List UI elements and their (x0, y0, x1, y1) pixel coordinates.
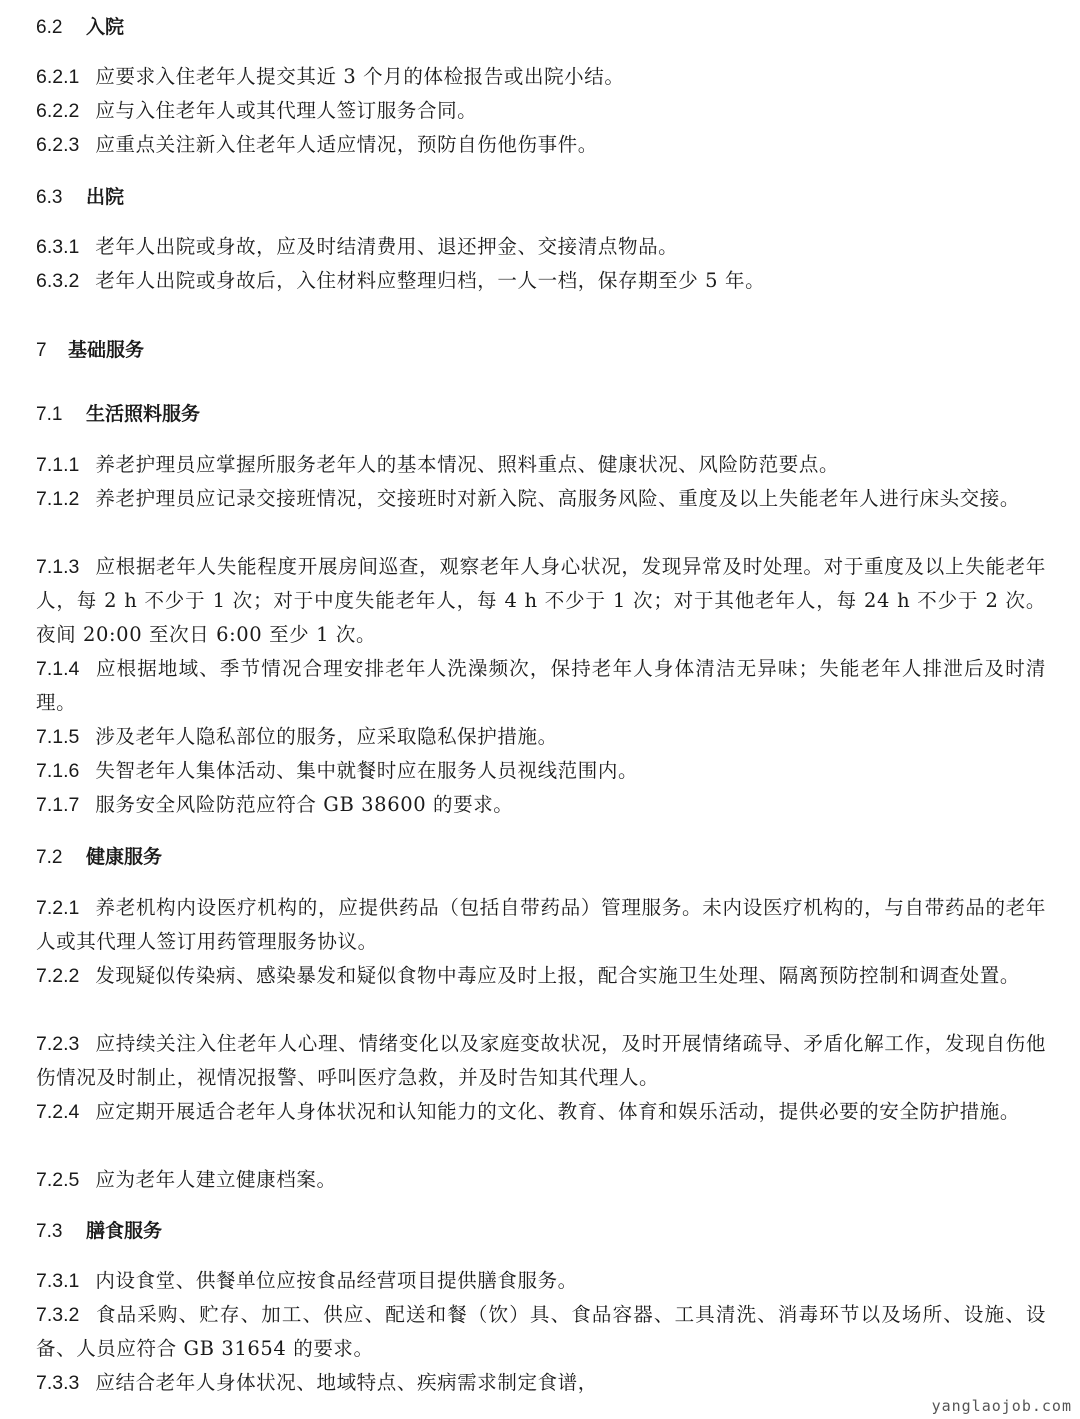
clause-number: 6.2.3 (36, 134, 80, 156)
clause-text: 应要求入住老年人提交其近 3 个月的体检报告或出院小结。 (95, 65, 625, 88)
clause-6-3-2 (36, 264, 1046, 298)
clause-7-2-4 (36, 1095, 1046, 1129)
clause-text: 应为老年人建立健康档案。 (95, 1168, 337, 1191)
clause-text: 老年人出院或身故后，入住材料应整理归档，一人一档，保存期至少 5 年。 (95, 269, 766, 292)
section-number: 7.3 (36, 1221, 63, 1242)
clause-7-1-1 (36, 448, 1046, 482)
clause-text: 涉及老年人隐私部位的服务，应采取隐私保护措施。 (95, 725, 558, 748)
clause-6-2-3 (36, 128, 1046, 162)
clause-7-1-4 (36, 652, 1046, 720)
clause-7-2-2 (36, 959, 1046, 993)
section-title: 出院 (86, 186, 125, 208)
clause-text: 失智老年人集体活动、集中就餐时应在服务人员视线范围内。 (95, 759, 639, 782)
clause-number: 6.3.1 (36, 236, 80, 258)
section-heading-6-3 (36, 184, 124, 211)
clause-6-2-1 (36, 60, 1046, 94)
clause-text: 养老护理员应掌握所服务老年人的基本情况、照料重点、健康状况、风险防范要点。 (95, 453, 840, 476)
clause-text: 应根据老年人失能程度开展房间巡查，观察老年人身心状况，发现异常及时处理。对于重度及以上失能老年人，每 2 h 不少于 1 次；对于中度失能老年人，每 4 h 不少于 1 次；对于其他老年人，每 24 h 不少于 2 次。夜间 20:00 至次日 6:00 至少 1 次。 (36, 555, 1046, 646)
clause-number: 7.1.4 (36, 658, 80, 680)
clause-7-1-7 (36, 788, 1046, 822)
section-title: 入院 (86, 16, 125, 38)
section-number: 6.3 (36, 187, 63, 208)
clause-text: 应持续关注入住老年人心理、情绪变化以及家庭变故状况，及时开展情绪疏导、矛盾化解工作，发现自伤他伤情况及时制止，视情况报警、呼叫医疗急救，并及时告知其代理人。 (36, 1032, 1046, 1089)
section-heading-7 (36, 337, 144, 364)
clause-text: 内设食堂、供餐单位应按食品经营项目提供膳食服务。 (95, 1269, 578, 1292)
section-title: 膳食服务 (86, 1220, 163, 1242)
clause-number: 7.3.3 (36, 1372, 80, 1394)
clause-text: 应结合老年人身体状况、地域特点、疾病需求制定食谱， (95, 1371, 598, 1394)
clause-number: 7.1.1 (36, 454, 80, 476)
section-number: 6.2 (36, 17, 63, 38)
clause-7-3-1 (36, 1264, 1046, 1298)
clause-number: 7.2.1 (36, 897, 80, 919)
clause-text: 应与入住老年人或其代理人签订服务合同。 (95, 99, 478, 122)
clause-6-2-2 (36, 94, 1046, 128)
clause-7-3-2 (36, 1298, 1046, 1366)
clause-number: 7.2.5 (36, 1169, 80, 1191)
clause-text: 食品采购、贮存、加工、供应、配送和餐（饮）具、食品容器、工具清洗、消毒环节以及场所、设施、设备、人员应符合 GB 31654 的要求。 (36, 1303, 1046, 1360)
section-title: 生活照料服务 (86, 403, 201, 425)
clause-text: 老年人出院或身故，应及时结清费用、退还押金、交接清点物品。 (95, 235, 679, 258)
clause-7-2-1 (36, 891, 1046, 959)
clause-text: 应定期开展适合老年人身体状况和认知能力的文化、教育、体育和娱乐活动，提供必要的安全防护措施。 (95, 1100, 1020, 1123)
clause-7-1-6 (36, 754, 1046, 788)
clause-number: 7.1.5 (36, 726, 80, 748)
section-title: 健康服务 (86, 846, 163, 868)
clause-7-1-5 (36, 720, 1046, 754)
clause-number: 7.2.3 (36, 1033, 80, 1055)
section-heading-6-2 (36, 14, 124, 41)
clause-number: 7.1.2 (36, 488, 80, 510)
clause-number: 7.3.1 (36, 1270, 80, 1292)
clause-text: 服务安全风险防范应符合 GB 38600 的要求。 (95, 793, 514, 816)
clause-text: 应重点关注新入住老年人适应情况，预防自伤他伤事件。 (95, 133, 598, 156)
clause-number: 7.1.3 (36, 556, 80, 578)
section-heading-7-1 (36, 401, 200, 428)
clause-number: 7.2.4 (36, 1101, 80, 1123)
section-number: 7 (36, 340, 47, 361)
clause-number: 7.2.2 (36, 965, 80, 987)
clause-number: 6.2.2 (36, 100, 80, 122)
clause-6-3-1 (36, 230, 1046, 264)
clause-number: 6.3.2 (36, 270, 80, 292)
section-number: 7.1 (36, 404, 63, 425)
section-title: 基础服务 (68, 339, 145, 361)
section-heading-7-2 (36, 844, 162, 871)
clause-text: 养老机构内设医疗机构的，应提供药品（包括自带药品）管理服务。未内设医疗机构的，与自带药品的老年人或其代理人签订用药管理服务协议。 (36, 896, 1046, 953)
section-heading-7-3 (36, 1218, 162, 1245)
clause-number: 7.1.6 (36, 760, 80, 782)
clause-text: 应根据地域、季节情况合理安排老年人洗澡频次，保持老年人身体清洁无异味；失能老年人排泄后及时清理。 (36, 657, 1046, 714)
clause-text: 发现疑似传染病、感染暴发和疑似食物中毒应及时上报，配合实施卫生处理、隔离预防控制和调查处置。 (95, 964, 1020, 987)
clause-text: 养老护理员应记录交接班情况，交接班时对新入院、高服务风险、重度及以上失能老年人进行床头交接。 (95, 487, 1020, 510)
clause-number: 7.3.2 (36, 1304, 80, 1326)
clause-7-2-5 (36, 1163, 1046, 1197)
section-number: 7.2 (36, 847, 63, 868)
clause-number: 6.2.1 (36, 66, 80, 88)
clause-7-2-3 (36, 1027, 1046, 1095)
watermark: yanglaojob.com (931, 1397, 1072, 1415)
clause-7-3-3 (36, 1366, 656, 1400)
clause-7-1-2 (36, 482, 1046, 516)
clause-number: 7.1.7 (36, 794, 80, 816)
clause-7-1-3 (36, 550, 1046, 652)
